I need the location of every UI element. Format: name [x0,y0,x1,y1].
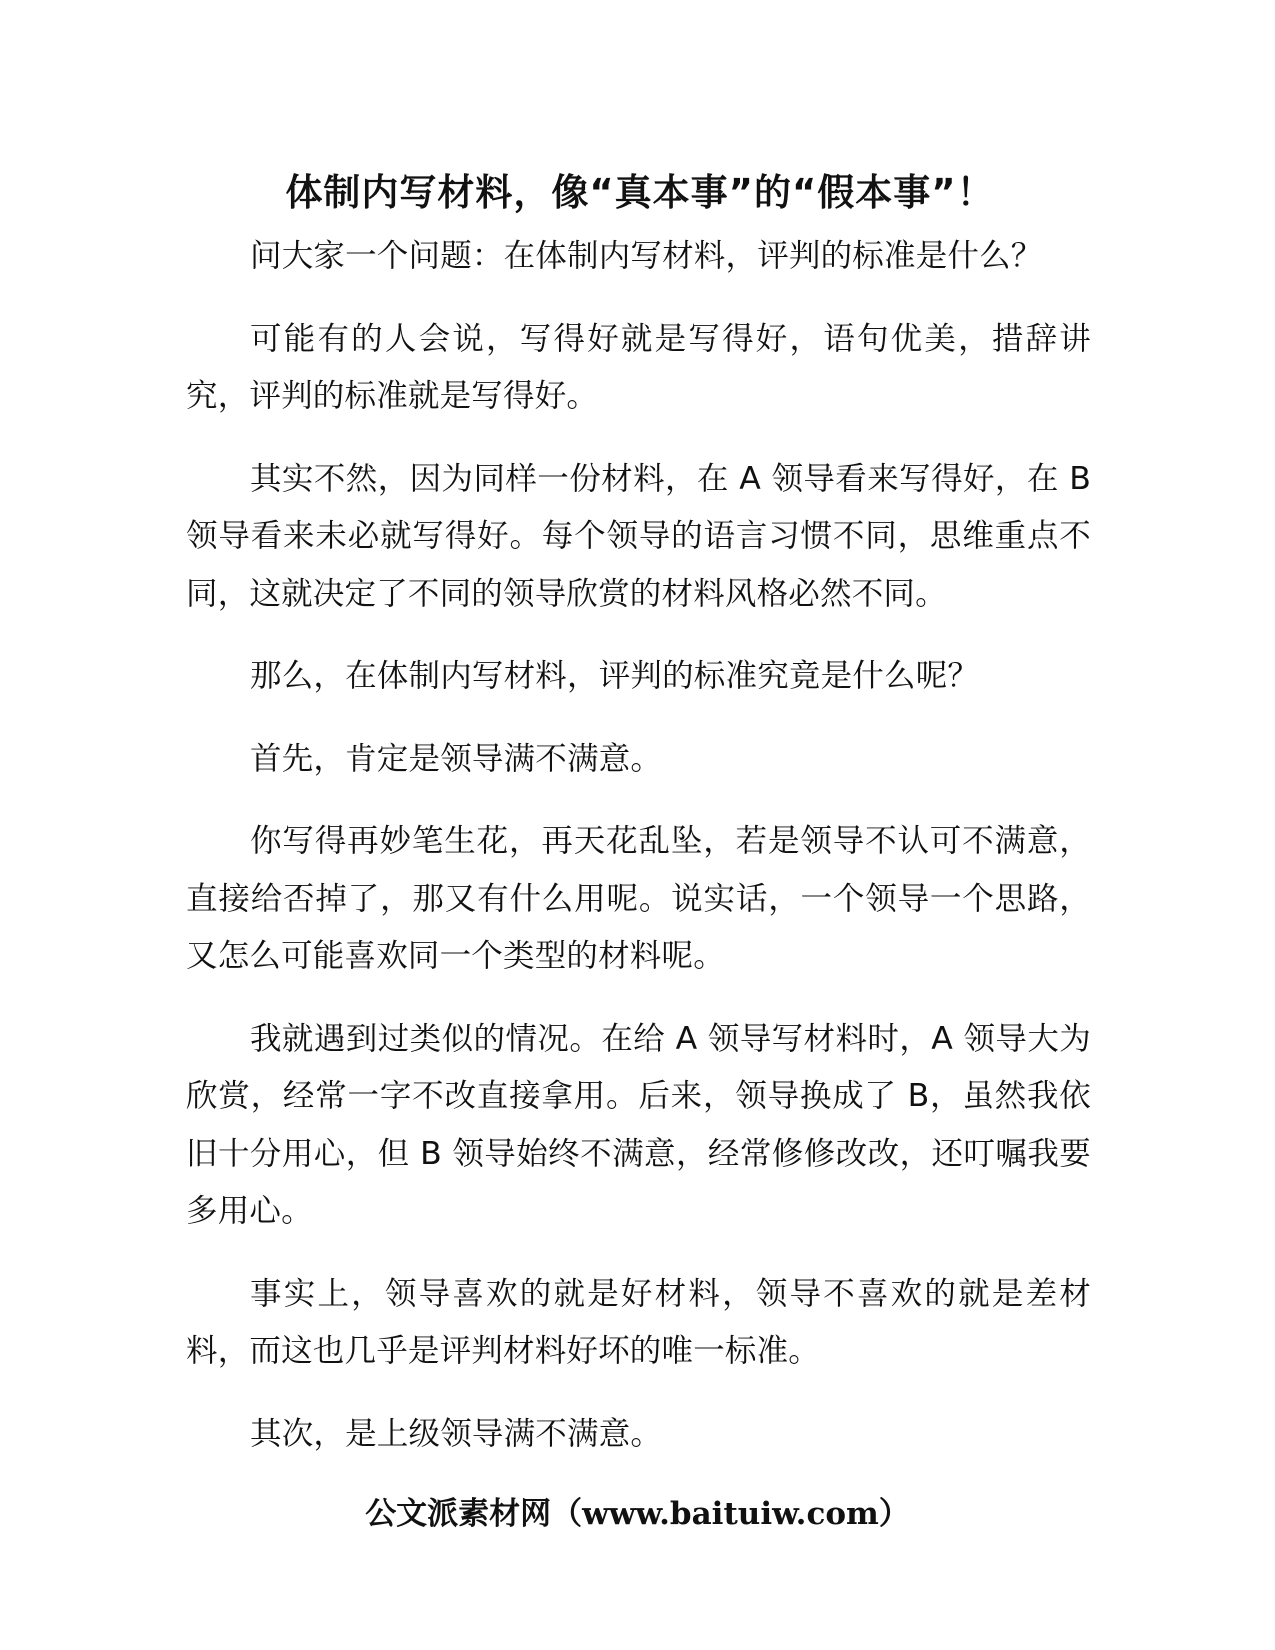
document-title: 体制内写材料，像“真本事”的“假本事”！ [285,170,995,214]
document-body [186,228,1091,1488]
paragraph-3: 其实不然，因为同样一份材料，在 A 领导看来写得好，在 B 领导看来未必就写得好。每个领导的语言习惯不同，思维重点不同，这就决定了不同的领导欣赏的材料风格必然不同。 [186,460,1091,612]
paragraph-4: 那么，在体制内写材料，评判的标准究竟是什么呢？ [250,658,980,694]
paragraph-8: 事实上，领导喜欢的就是好材料，领导不喜欢的就是差材料，而这也几乎是评判材料好坏的唯一标准。 [186,1275,1091,1369]
paragraph-5: 首先，肯定是领导满不满意。 [250,740,663,777]
paragraph-9: 其次，是上级领导满不满意。 [250,1415,663,1452]
paragraph-2: 可能有的人会说，写得好就是写得好，语句优美，措辞讲究，评判的标准就是写得好。 [186,320,1091,414]
page-footer: 公文派素材网（www.baituiw.com） [365,1496,910,1532]
paragraph-6: 你写得再妙笔生花，再天花乱坠，若是领导不认可不满意，直接给否掉了，那又有什么用呢。说实话，一个领导一个思路，又怎么可能喜欢同一个类型的材料呢。 [186,823,1091,974]
paragraph-7: 我就遇到过类似的情况。在给 A 领导写材料时，A 领导大为欣赏，经常一字不改直接拿用。后来，领导换成了 B，虽然我依旧十分用心，但 B 领导始终不满意，经常修修改改，还叮嘱我要多用心。 [186,1020,1091,1229]
paragraph-1: 问大家一个问题：在体制内写材料，评判的标准是什么？ [250,238,1043,274]
